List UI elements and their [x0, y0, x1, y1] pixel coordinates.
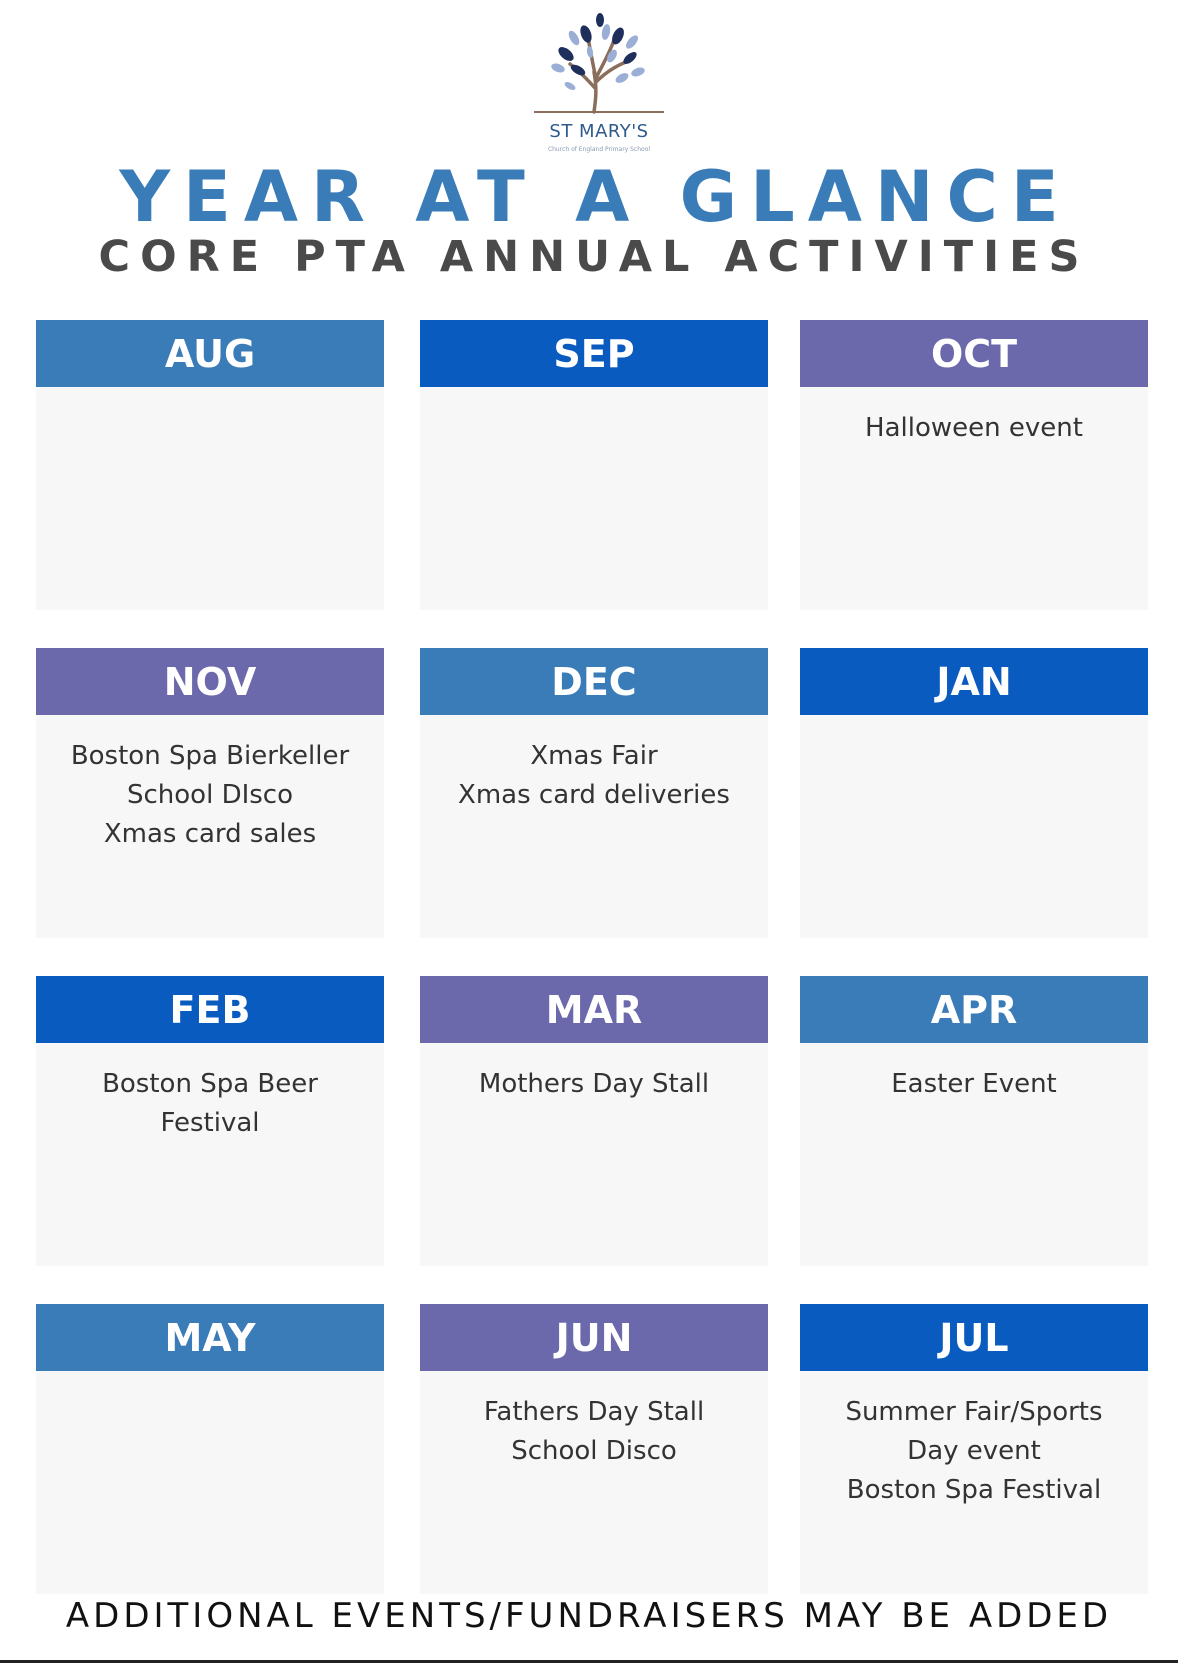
month-header: JAN — [800, 648, 1148, 715]
event-line: School DIsco — [126, 780, 294, 810]
month-card-may — [36, 1304, 384, 1594]
month-events — [36, 1043, 384, 1143]
month-events — [800, 1043, 1148, 1104]
event-line: Fathers Day Stall — [483, 1397, 705, 1427]
event-line: Boston Spa Beer — [102, 1069, 318, 1099]
month-header: APR — [800, 976, 1148, 1043]
event-line: School Disco — [511, 1436, 677, 1466]
school-logo — [534, 8, 664, 158]
event-line: Summer Fair/Sports — [845, 1397, 1103, 1427]
event-line: Boston Spa Bierkeller — [70, 741, 350, 771]
logo-school-name: ST MARY'S — [549, 121, 649, 142]
event-line: Xmas card deliveries — [458, 780, 730, 810]
month-card-mar — [420, 976, 768, 1266]
event-line: Festival — [160, 1108, 260, 1138]
month-card-apr — [800, 976, 1148, 1266]
month-card-jan — [800, 648, 1148, 938]
event-line: Boston Spa Festival — [846, 1475, 1102, 1505]
month-header: OCT — [800, 320, 1148, 387]
event-line: Mothers Day Stall — [478, 1069, 710, 1099]
tree-icon — [534, 8, 664, 120]
month-events — [800, 387, 1148, 448]
month-card-dec — [420, 648, 768, 938]
month-card-sep — [420, 320, 768, 610]
month-events — [36, 387, 384, 409]
event-line: Day event — [907, 1436, 1041, 1466]
month-header: FEB — [36, 976, 384, 1043]
logo-school-subtitle: Church of England Primary School — [547, 146, 651, 153]
month-card-feb — [36, 976, 384, 1266]
month-header: JUN — [420, 1304, 768, 1371]
month-card-jun — [420, 1304, 768, 1594]
month-header: DEC — [420, 648, 768, 715]
event-line: Halloween event — [865, 413, 1083, 443]
month-events — [800, 715, 1148, 737]
month-card-nov — [36, 648, 384, 938]
month-card-oct — [800, 320, 1148, 610]
footer-note: ADDITIONAL EVENTS/FUNDRAISERS MAY BE ADDED — [65, 1596, 1113, 1636]
event-line: Easter Event — [891, 1069, 1057, 1099]
month-header: SEP — [420, 320, 768, 387]
month-header: MAY — [36, 1304, 384, 1371]
month-header: MAR — [420, 976, 768, 1043]
month-events — [420, 387, 768, 409]
month-events — [800, 1371, 1148, 1510]
month-header: NOV — [36, 648, 384, 715]
month-events — [36, 715, 384, 854]
month-events — [420, 715, 768, 815]
page-subtitle: CORE PTA ANNUAL ACTIVITIES — [98, 232, 1090, 282]
month-header: AUG — [36, 320, 384, 387]
page-title: YEAR AT A GLANCE — [119, 156, 1072, 238]
month-events — [36, 1371, 384, 1393]
month-events — [420, 1371, 768, 1471]
month-card-jul — [800, 1304, 1148, 1594]
month-events — [420, 1043, 768, 1104]
month-card-aug — [36, 320, 384, 610]
event-line: Xmas Fair — [530, 741, 658, 771]
event-line: Xmas card sales — [103, 819, 317, 849]
month-header: JUL — [800, 1304, 1148, 1371]
